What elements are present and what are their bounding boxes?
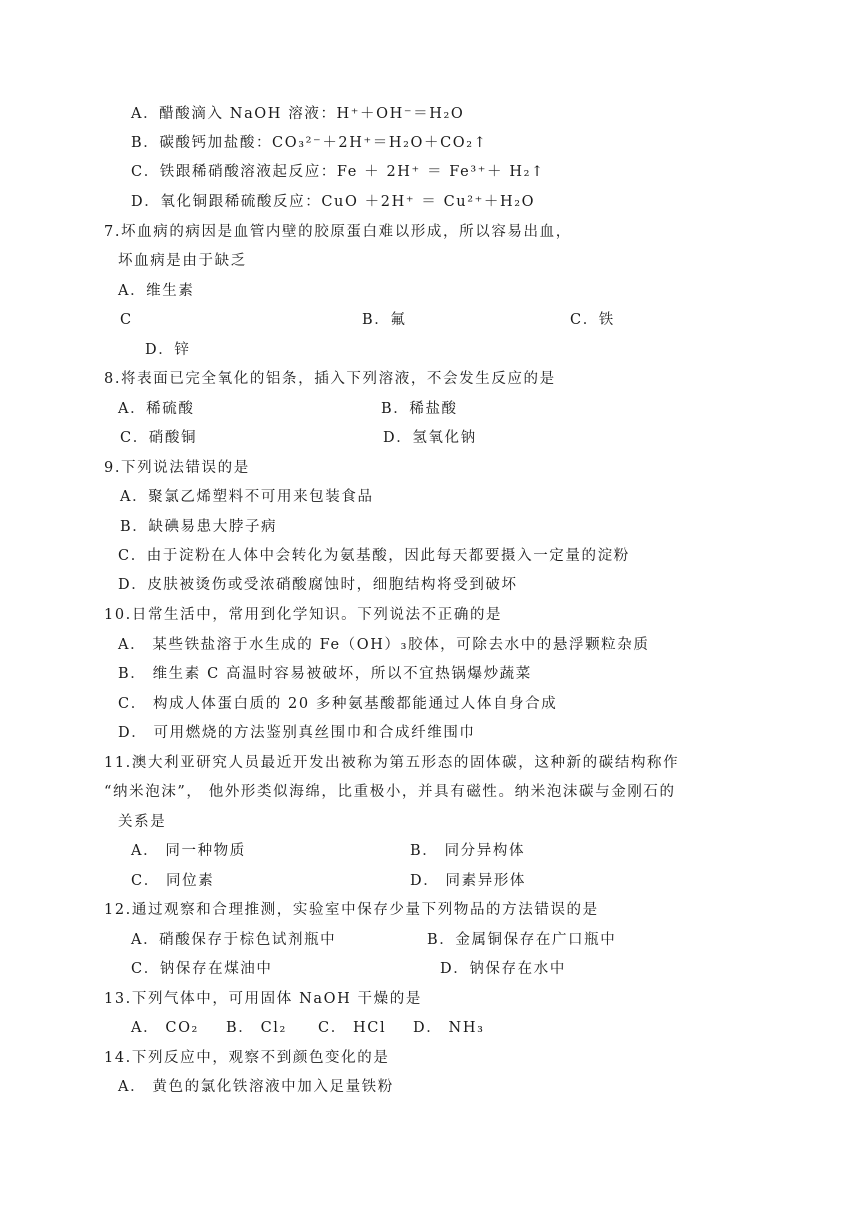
q7-stem-cont: 坏血病是由于缺乏: [118, 253, 247, 269]
q6-option-b: B．碳酸钙加盐酸：CO₃²⁻＋2H⁺＝H₂O＋CO₂↑: [131, 135, 488, 151]
q11-stem: 11.澳大利亚研究人员最近开发出被称为第五形态的固体碳，这种新的碳结构称作: [104, 755, 680, 771]
q11-option-a: A． 同一种物质: [131, 843, 246, 859]
q8-option-c: C．硝酸铜: [120, 430, 198, 446]
q8-option-b: B．稀盐酸: [381, 401, 458, 417]
q10-option-b: B． 维生素 C 高温时容易被破坏，所以不宜热锅爆炒蔬菜: [118, 666, 532, 682]
q8-stem: 8.将表面已完全氧化的铝条，插入下列溶液，不会发生反应的是: [104, 371, 556, 387]
q11-stem-cont: “纳米泡沫”， 他外形类似海绵，比重极小，并具有磁性。纳米泡沫碳与金刚石的: [104, 784, 676, 800]
q13-stem: 13.下列气体中，可用固体 NaOH 干燥的是: [104, 991, 422, 1007]
q6-option-d: D．氧化铜跟稀硫酸反应：CuO ＋2H⁺ ＝ Cu²⁺＋H₂O: [131, 194, 536, 210]
q7-option-b: B．氟: [362, 312, 407, 328]
q6-option-c: C．铁跟稀硝酸溶液起反应：Fe ＋ 2H⁺ ＝ Fe³⁺＋ H₂↑: [131, 164, 545, 180]
q9-option-b: B．缺碘易患大脖子病: [120, 519, 278, 535]
q11-option-b: B． 同分异构体: [410, 843, 526, 859]
q7-option-d: D．锌: [145, 342, 191, 358]
q14-option-a: A． 黄色的氯化铁溶液中加入足量铁粉: [118, 1079, 394, 1095]
q12-option-a: A．硝酸保存于棕色试剂瓶中: [131, 932, 337, 948]
q13-option-d: D． NH₃: [413, 1020, 485, 1036]
q9-stem: 9.下列说法错误的是: [104, 460, 250, 476]
q13-option-b: B． Cl₂: [226, 1020, 287, 1036]
q10-stem: 10.日常生活中，常用到化学知识。下列说法不正确的是: [104, 607, 503, 623]
q12-stem: 12.通过观察和合理推测，实验室中保存少量下列物品的方法错误的是: [104, 902, 599, 918]
q13-option-a: A． CO₂: [131, 1020, 199, 1036]
q9-option-c: C．由于淀粉在人体中会转化为氨基酸，因此每天都要摄入一定量的淀粉: [118, 548, 630, 564]
q8-option-a: A．稀硫酸: [118, 401, 195, 417]
q11-option-c: C． 同位素: [131, 873, 215, 889]
q8-option-d: D．氢氧化钠: [383, 430, 477, 446]
q7-option-a-cont: C: [120, 312, 133, 328]
q12-option-d: D．钠保存在水中: [440, 961, 566, 977]
q10-option-c: C． 构成人体蛋白质的 20 多种氨基酸都能通过人体自身合成: [118, 696, 558, 712]
q7-option-a: A．维生素: [118, 283, 195, 299]
q6-option-a: A．醋酸滴入 NaOH 溶液：H⁺＋OH⁻＝H₂O: [131, 106, 465, 122]
q10-option-a: A． 某些铁盐溶于水生成的 Fe（OH）₃胶体，可除去水中的悬浮颗粒杂质: [118, 637, 650, 653]
q9-option-a: A．聚氯乙烯塑料不可用来包装食品: [120, 489, 374, 505]
q7-option-c: C．铁: [570, 312, 615, 328]
q12-option-c: C．钠保存在煤油中: [131, 961, 273, 977]
q11-option-d: D． 同素异形体: [410, 873, 527, 889]
q7-stem: 7.坏血病的病因是血管内壁的胶原蛋白难以形成，所以容易出血，: [104, 224, 572, 240]
q9-option-d: D．皮肤被烫伤或受浓硝酸腐蚀时，细胞结构将受到破坏: [118, 577, 518, 593]
q11-stem-end: 关系是: [118, 814, 167, 830]
q12-option-b: B．金属铜保存在广口瓶中: [427, 932, 617, 948]
q10-option-d: D． 可用燃烧的方法鉴别真丝围巾和合成纤维围巾: [118, 725, 476, 741]
q14-stem: 14.下列反应中，观察不到颜色变化的是: [104, 1050, 390, 1066]
q13-option-c: C． HCl: [318, 1020, 387, 1036]
